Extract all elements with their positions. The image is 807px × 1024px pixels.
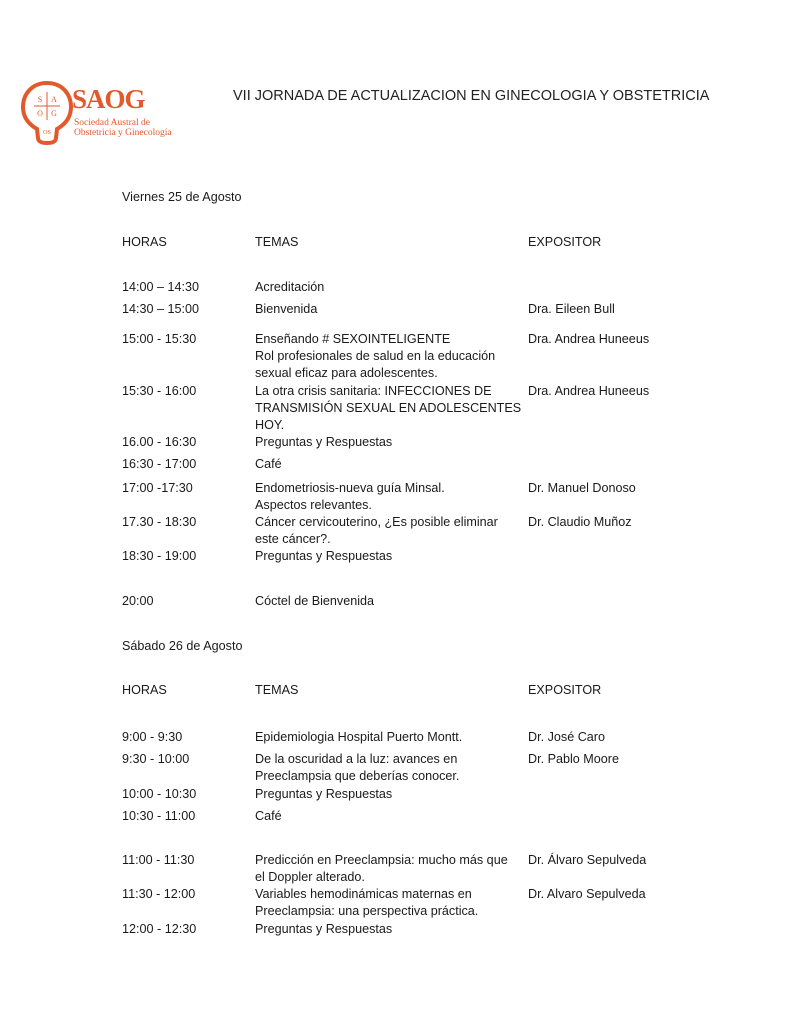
schedule-topic-line: Predicción en Preeclampsia: mucho más que (255, 853, 508, 867)
schedule-topic-line: Preguntas y Respuestas (255, 922, 393, 936)
logo-subtitle-line2: Obstetricia y Ginecología (74, 128, 172, 138)
logo-acronym: SAOG (72, 84, 145, 114)
schedule-time: 10:00 - 10:30 (122, 787, 197, 801)
day2-header-horas: HORAS (122, 683, 167, 697)
schedule-time: 14:30 – 15:00 (122, 302, 200, 316)
schedule-time: 18:30 - 19:00 (122, 549, 197, 563)
schedule-time: 20:00 (122, 594, 154, 608)
day1-date: Viernes 25 de Agosto (122, 190, 242, 204)
day1-header-temas: TEMAS (255, 235, 299, 249)
schedule-time: 16.00 - 16:30 (122, 435, 197, 449)
schedule-topic-line: TRANSMISIÓN SEXUAL EN ADOLESCENTES (255, 401, 522, 415)
schedule-topic-line: Preeclampsia que deberías conocer. (255, 769, 460, 783)
document-title: VII JORNADA DE ACTUALIZACION EN GINECOLOGIA Y OBSTETRICIA (233, 88, 710, 104)
schedule-topic (255, 279, 324, 296)
schedule-topic-line: Café (255, 809, 282, 823)
emblem-letter-g: G (51, 109, 57, 118)
saog-emblem-icon (20, 80, 74, 146)
schedule-topic-line: Cáncer cervicouterino, ¿Es posible eliminar (255, 515, 498, 529)
schedule-topic-line: sexual eficaz para adolescentes. (255, 366, 438, 380)
schedule-topic-line: Cóctel de Bienvenida (255, 594, 375, 608)
schedule-speaker: Dra. Andrea Huneeus (528, 384, 650, 398)
schedule-speaker: Dr. Claudio Muñoz (528, 515, 632, 529)
day1-header-expositor: EXPOSITOR (528, 235, 602, 249)
schedule-time: 17:00 -17:30 (122, 481, 193, 495)
emblem-letter-s: S (37, 95, 43, 104)
schedule-topic-line: el Doppler alterado. (255, 870, 365, 884)
schedule-topic (255, 886, 478, 920)
schedule-time: 10:30 - 11:00 (122, 809, 196, 823)
schedule-topic-line: Variables hemodinámicas maternas en (255, 887, 472, 901)
schedule-topic-line: Café (255, 457, 282, 471)
schedule-topic-line: HOY. (255, 418, 285, 432)
schedule-topic-line: Preguntas y Respuestas (255, 787, 393, 801)
schedule-speaker: Dr. José Caro (528, 730, 605, 744)
schedule-time: 14:00 – 14:30 (122, 280, 200, 294)
schedule-topic (255, 480, 445, 514)
schedule-topic (255, 434, 392, 451)
schedule-time: 12:00 - 12:30 (122, 922, 197, 936)
schedule-time: 9:00 - 9:30 (122, 730, 183, 744)
schedule-topic (255, 456, 282, 473)
day2-header-expositor: EXPOSITOR (528, 683, 602, 697)
schedule-topic (255, 514, 498, 548)
schedule-topic-line: Endometriosis-nueva guía Minsal. (255, 481, 445, 495)
schedule-speaker: Dr. Pablo Moore (528, 752, 619, 766)
schedule-topic-line: Preeclampsia: una perspectiva práctica. (255, 904, 479, 918)
schedule-topic-line: De la oscuridad a la luz: avances en (255, 752, 458, 766)
emblem-letter-os: OS (43, 130, 51, 136)
schedule-time: 11:30 - 12:00 (122, 887, 196, 901)
schedule-topic (255, 331, 495, 382)
schedule-topic (255, 751, 459, 785)
schedule-topic-line: Epidemiologia Hospital Puerto Montt. (255, 730, 463, 744)
schedule-topic (255, 301, 317, 318)
schedule-time: 9:30 - 10:00 (122, 752, 190, 766)
logo-subtitle (74, 118, 214, 138)
day2-header-temas: TEMAS (255, 683, 299, 697)
schedule-topic-line: Enseñando # SEXOINTELIGENTE (255, 332, 451, 346)
schedule-topic (255, 593, 374, 610)
schedule-topic-line: Acreditación (255, 280, 325, 294)
emblem-letter-o: O (37, 109, 43, 118)
schedule-topic-line: Bienvenida (255, 302, 318, 316)
day2-date: Sábado 26 de Agosto (122, 639, 243, 653)
schedule-topic (255, 808, 282, 825)
schedule-time: 15:00 - 15:30 (122, 332, 197, 346)
schedule-topic (255, 548, 392, 565)
schedule-time: 16:30 - 17:00 (122, 457, 197, 471)
schedule-speaker: Dra. Eileen Bull (528, 302, 615, 316)
schedule-speaker: Dr. Manuel Donoso (528, 481, 636, 495)
schedule-speaker: Dr. Álvaro Sepulveda (528, 853, 647, 867)
schedule-topic-line: Preguntas y Respuestas (255, 435, 393, 449)
saog-logo (20, 80, 210, 146)
emblem-letter-a: A (51, 95, 57, 104)
logo-subtitle-line1: Sociedad Austral de (74, 118, 150, 128)
schedule-time: 17.30 - 18:30 (122, 515, 197, 529)
schedule-topic-line: La otra crisis sanitaria: INFECCIONES DE (255, 384, 492, 398)
schedule-topic-line: Rol profesionales de salud en la educación (255, 349, 496, 363)
schedule-topic-line: Aspectos relevantes. (255, 498, 372, 512)
schedule-topic-line: este cáncer?. (255, 532, 331, 546)
schedule-topic (255, 729, 462, 746)
schedule-topic (255, 383, 521, 434)
schedule-time: 15:30 - 16:00 (122, 384, 197, 398)
schedule-speaker: Dr. Alvaro Sepulveda (528, 887, 646, 901)
schedule-topic (255, 786, 392, 803)
day1-header-horas: HORAS (122, 235, 167, 249)
schedule-topic-line: Preguntas y Respuestas (255, 549, 393, 563)
schedule-speaker: Dra. Andrea Huneeus (528, 332, 650, 346)
schedule-topic (255, 852, 508, 886)
schedule-topic (255, 921, 392, 938)
schedule-time: 11:00 - 11:30 (122, 853, 195, 867)
